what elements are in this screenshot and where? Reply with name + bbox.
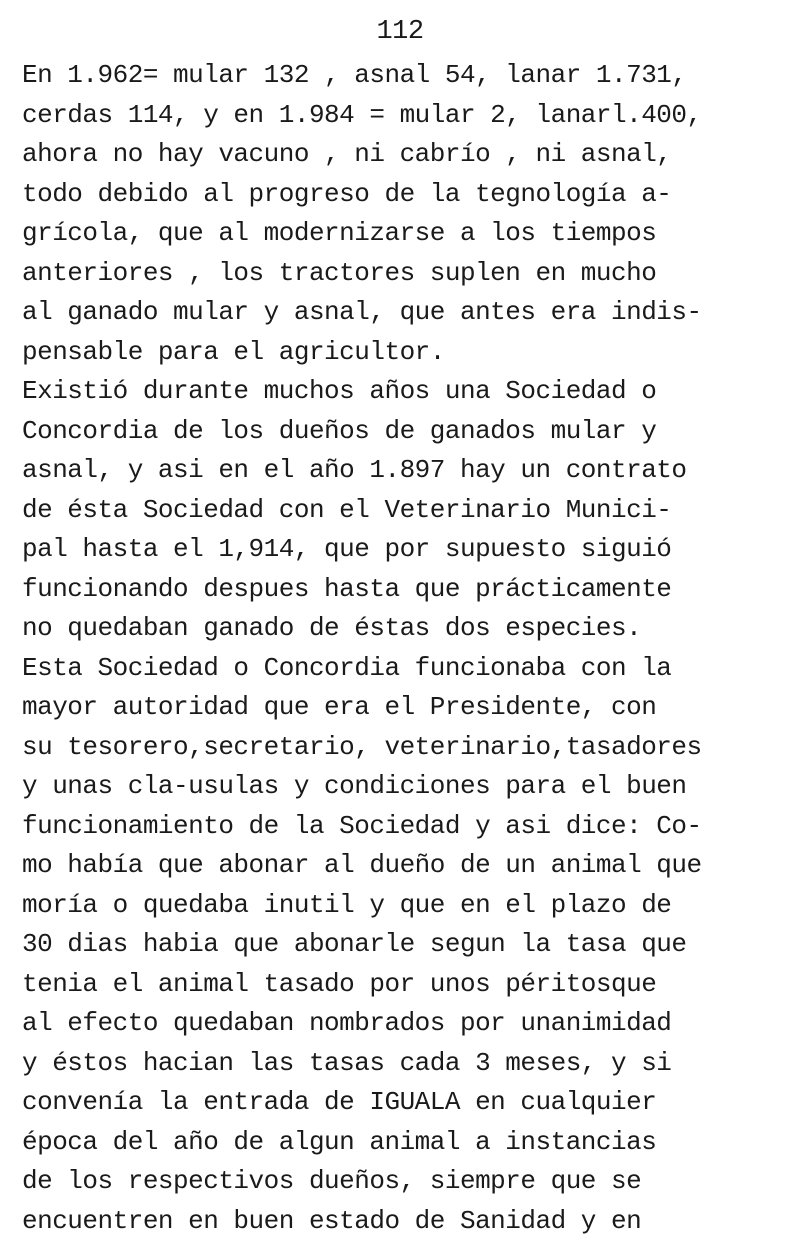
text-line: En 1.962= mular 132 , asnal 54, lanar 1.731, bbox=[22, 60, 687, 90]
text-line: encuentren en buen estado de Sanidad y en bbox=[22, 1205, 642, 1236]
text-line: todo debido al progreso de la tegnología a- bbox=[22, 178, 672, 209]
text-line: tenia el animal tasado por unos péritosque bbox=[22, 968, 657, 999]
text-line: 30 dias habia que abonarle segun la tasa que bbox=[22, 929, 687, 959]
text-line: al ganado mular y asnal, que antes era indis- bbox=[22, 297, 702, 327]
text-line: su tesorero,secretario, veterinario,tasadores bbox=[22, 731, 702, 762]
text-line: mo había que abonar al dueño de un animal que bbox=[22, 850, 702, 880]
text-line: anteriores , los tractores suplen en mucho bbox=[22, 257, 657, 288]
text-line: de los respectivos dueños, siempre que se bbox=[22, 1166, 642, 1196]
text-line: pal hasta el 1,914, que por supuesto siguió bbox=[22, 534, 672, 564]
text-line: y unas cla-usulas y condiciones para el buen bbox=[22, 771, 687, 801]
text-line: moría o quedaba inutil y que en el plazo de bbox=[22, 889, 672, 920]
text-line: de ésta Sociedad con el Veterinario Munici- bbox=[22, 494, 672, 525]
text-line: no quedaban ganado de éstas dos especies. bbox=[22, 613, 642, 643]
text-line: grícola, que al modernizarse a los tiempos bbox=[22, 218, 657, 248]
text-line: mayor autoridad que era el Presidente, con bbox=[22, 692, 657, 722]
text-line: Existió durante muchos años una Sociedad o bbox=[22, 376, 657, 406]
text-line: ahora no hay vacuno , ni cabrío , ni asnal, bbox=[22, 139, 672, 169]
text-line: al efecto quedaban nombrados por unanimidad bbox=[22, 1008, 672, 1038]
text-line: Esta Sociedad o Concordia funcionaba con la bbox=[22, 652, 672, 683]
text-line: cerdas 114, y en 1.984 = mular 2, lanarl.400, bbox=[22, 99, 702, 130]
text-line: funcionamiento de la Sociedad y asi dice: Co- bbox=[22, 810, 702, 841]
body-text bbox=[22, 56, 792, 1241]
text-line: asnal, y asi en el año 1.897 hay un contrato bbox=[22, 455, 687, 485]
text-line: época del año de algun animal a instancias bbox=[22, 1126, 657, 1157]
text-line: y éstos hacian las tasas cada 3 meses, y si bbox=[22, 1047, 672, 1078]
text-line: convenía la entrada de IGUALA en cualquier bbox=[22, 1087, 657, 1117]
text-line: Concordia de los dueños de ganados mular y bbox=[22, 415, 657, 446]
text-line: pensable para el agricultor. bbox=[22, 336, 445, 367]
page-number: 112 bbox=[376, 17, 424, 47]
text-line: funcionando despues hasta que prácticamente bbox=[22, 573, 672, 604]
